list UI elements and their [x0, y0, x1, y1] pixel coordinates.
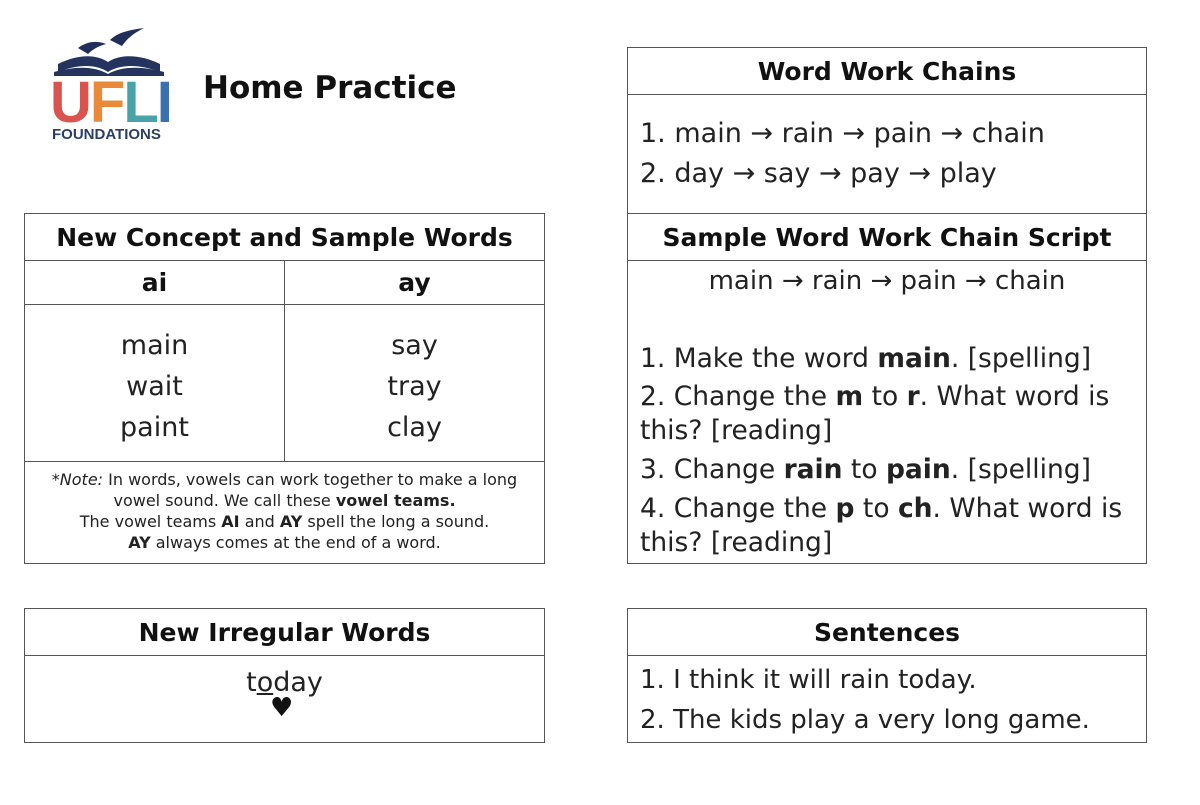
page-title: Home Practice: [203, 70, 457, 106]
script-step: 4. Change the p to ch. What word is: [640, 493, 1123, 524]
column-header-ai: ai: [141, 268, 168, 297]
column-header-ay: ay: [284, 261, 544, 304]
script-step-cont: this? [reading]: [640, 527, 833, 558]
new-concept-panel: [24, 213, 545, 564]
heart-icon: ♥: [270, 693, 294, 723]
ay-words-column: [284, 305, 544, 461]
script-step: 3. Change rain to pain. [spelling]: [640, 454, 1091, 485]
chain-item: 1. main → rain → pain → chain: [640, 118, 1045, 149]
sentence-item: 1. I think it will rain today.: [640, 665, 977, 695]
irregular-header: New Irregular Words: [25, 609, 544, 656]
chains-header: Word Work Chains: [628, 48, 1146, 95]
irregular-words-panel: [24, 608, 545, 743]
script-step-cont: this? [reading]: [640, 415, 833, 446]
sample-word: main: [120, 330, 189, 361]
script-chain: main → rain → pain → chain: [708, 266, 1066, 296]
sample-word: wait: [126, 371, 183, 402]
script-header: Sample Word Work Chain Script: [628, 214, 1146, 261]
ufli-logo: [50, 26, 170, 151]
logo-wordmark: UFLI: [50, 70, 171, 135]
chain-item: 2. day → say → pay → play: [640, 158, 997, 189]
concept-note: *Note: In words, vowels can work together to make a long vowel sound. We call these vowel teams. The vowel teams AI and AY spell the long a sound. AY always comes at the end of a word.: [51, 470, 518, 552]
sample-word: paint: [120, 412, 189, 443]
concept-header: New Concept and Sample Words: [25, 214, 544, 261]
irregular-word: today: [246, 667, 323, 698]
script-step: 2. Change the m to r. What word is: [640, 381, 1110, 412]
sentences-header: Sentences: [628, 609, 1146, 656]
sample-word: tray: [387, 371, 442, 402]
ai-words-column: [25, 305, 284, 461]
sentences-panel: [627, 608, 1147, 743]
script-step: 1. Make the word main. [spelling]: [640, 343, 1092, 374]
sentence-item: 2. The kids play a very long game.: [640, 705, 1090, 735]
sample-word: say: [391, 330, 438, 361]
logo-subtitle: FOUNDATIONS: [52, 126, 161, 143]
sample-word: clay: [387, 412, 442, 443]
chain-script-panel: [627, 213, 1147, 564]
word-work-chains-panel: [627, 47, 1147, 215]
